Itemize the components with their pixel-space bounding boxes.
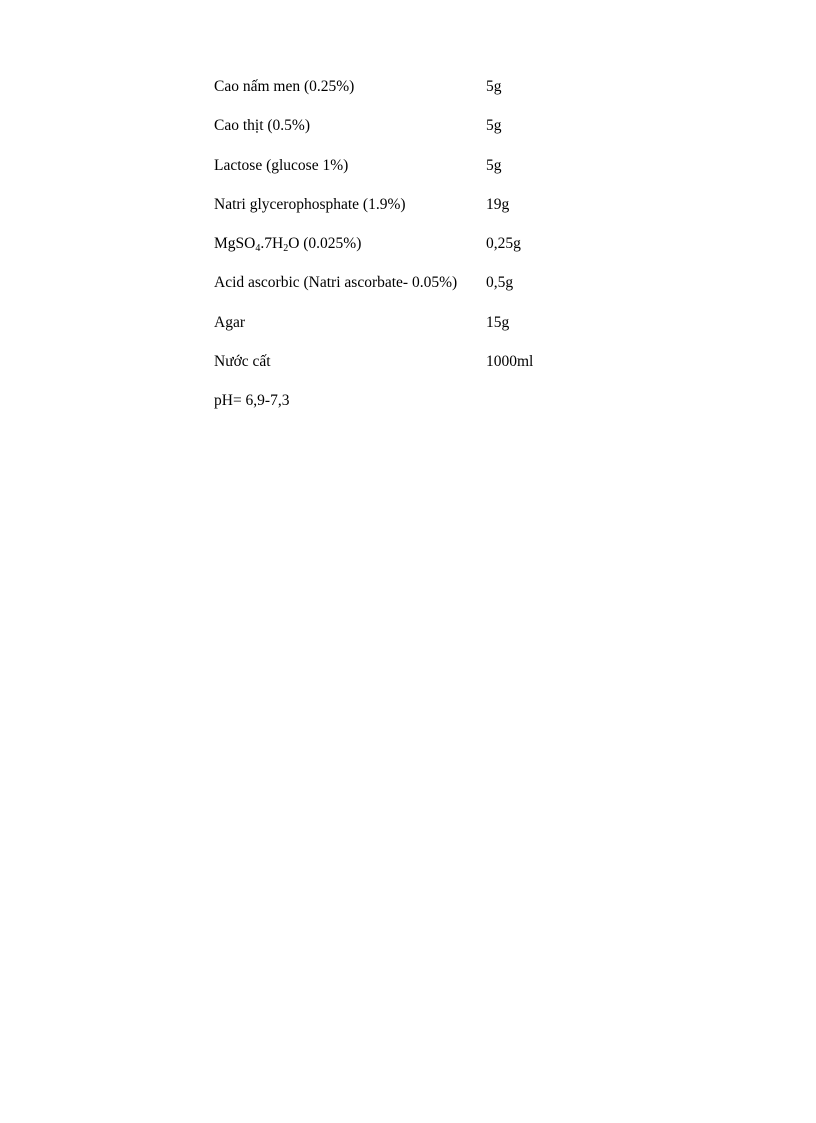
ingredient-amount: 15g xyxy=(486,313,510,331)
ingredient-row-meat-extract xyxy=(214,115,634,154)
ingredient-name: Acid ascorbic (Natri ascorbate- 0.05%) xyxy=(214,274,458,292)
ingredient-amount: 5g xyxy=(486,78,502,95)
ingredient-amount: 5g xyxy=(486,156,502,174)
ingredient-name: Cao thịt (0.5%) xyxy=(214,117,310,135)
ingredient-row-distilled-water xyxy=(214,351,634,390)
ingredient-row-glycerophosphate xyxy=(214,194,634,233)
ingredient-name: Agar xyxy=(214,313,245,331)
ingredient-amount: 0,25g xyxy=(486,235,521,253)
formula-part: O (0.025%) xyxy=(288,235,362,253)
ingredient-row-magnesium-sulfate xyxy=(214,233,634,272)
ingredient-name xyxy=(214,233,361,255)
medium-recipe-list xyxy=(214,76,634,414)
ingredient-row-lactose xyxy=(214,155,634,194)
ingredient-row-agar xyxy=(214,312,634,351)
formula-part: .7H xyxy=(260,235,284,253)
ingredient-amount: 5g xyxy=(486,117,502,135)
ingredient-amount: 0,5g xyxy=(486,274,514,292)
formula-subscript: 4 xyxy=(255,243,261,255)
ingredient-name: Nước cất xyxy=(214,353,271,371)
formula-part: MgSO xyxy=(214,235,256,253)
ph-value: pH= 6,9-7,3 xyxy=(214,392,290,410)
ingredient-name: Lactose (glucose 1%) xyxy=(214,156,349,174)
ingredient-row-yeast-extract xyxy=(214,76,634,115)
ingredient-amount: 1000ml xyxy=(486,353,534,371)
formula-subscript: 2 xyxy=(283,243,289,255)
ingredient-name: Cao nấm men (0.25%) xyxy=(214,78,355,95)
ingredient-name: Natri glycerophosphate (1.9%) xyxy=(214,195,406,213)
ingredient-amount: 19g xyxy=(486,195,510,213)
ingredient-row-ascorbic-acid xyxy=(214,272,634,311)
